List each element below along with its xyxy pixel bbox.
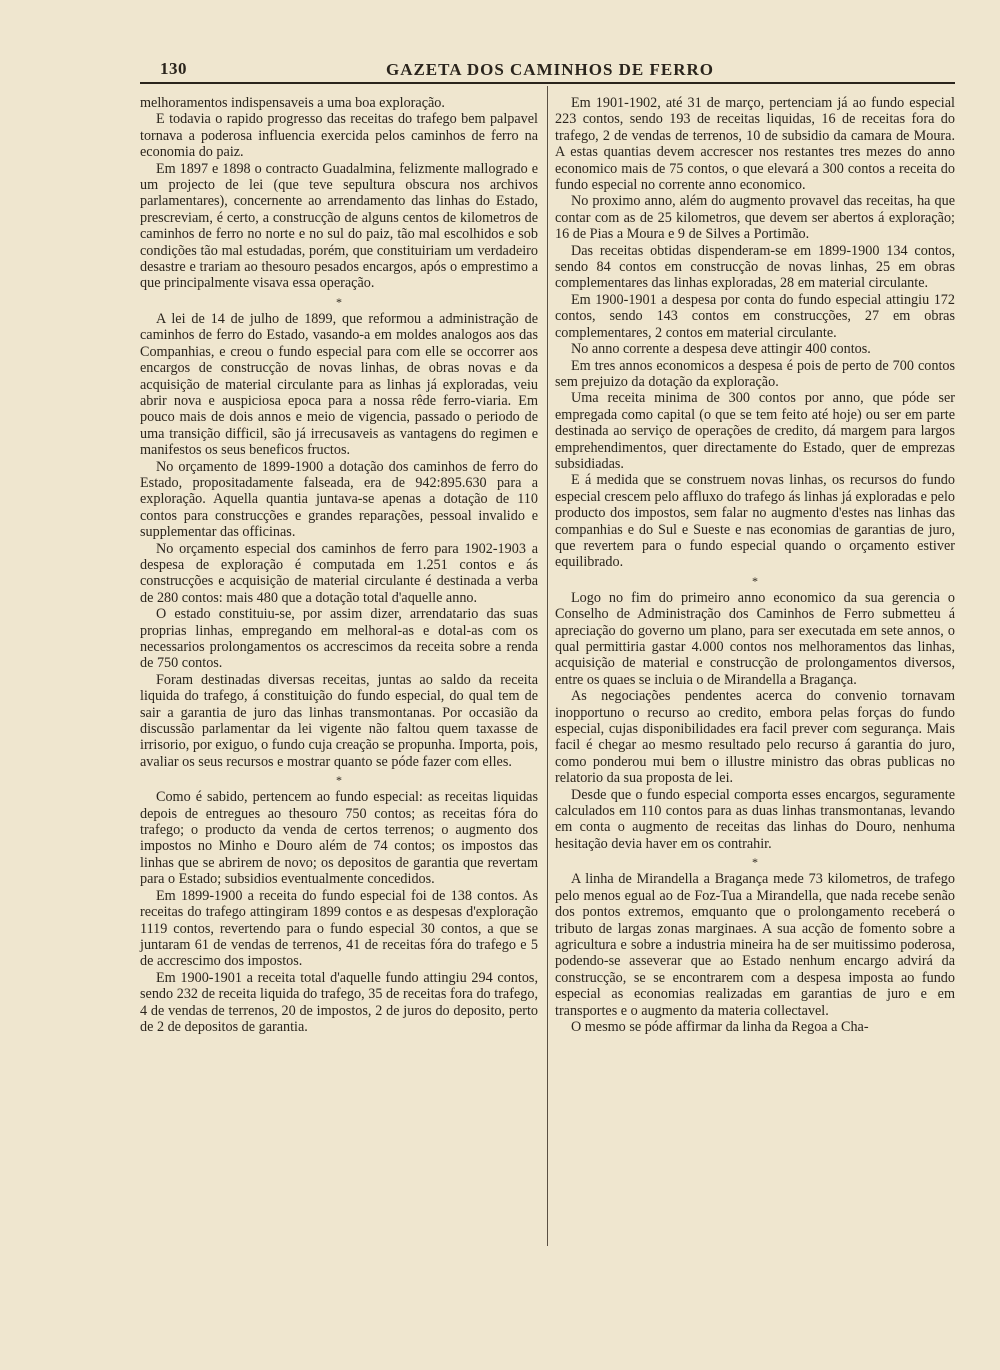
paragraph: Em tres annos economicos a despesa é pois de perto de 700 contos sem prejuizo da dotação da exploração.: [555, 357, 955, 390]
paragraph: E á medida que se construem novas linhas, os recursos do fundo especial crescem pelo affluxo do trafego ás linhas já exploradas e pelo producto dos impostos, sem falar no augmento d'estes nas linhas das companhias e do Sul e Sueste e nas economias de garantias de juro, que revertem para o fundo especial quando o orçamento estiver equilibrado.: [555, 472, 955, 571]
page-number: 130: [160, 59, 187, 78]
paragraph: No proximo anno, além do augmento provavel das receitas, ha que contar com as de 25 kilometros, que devem ser abertos á exploração; 16 de Pias a Moura e 9 de Silves a Portimão.: [555, 193, 955, 243]
paragraph: No anno corrente a despesa deve attingir 400 contos.: [571, 341, 871, 358]
paragraph: Em 1900-1901 a despesa por conta do fundo especial attingiu 172 contos, sendo 143 contos em construcções, 27 em obras complementares, 2 contos em material circulante.: [555, 291, 955, 341]
paragraph: Em 1899-1900 a receita do fundo especial foi de 138 contos. As receitas do trafego attingiram 1899 contos e as despesas d'exploração 1119 contos, revertendo para o fundo especial 30 contos, a que se juntaram 61 de vendas de terrenos, 41 de receitas fóra do trafego e 5 de accrescimo dos impostos.: [140, 887, 538, 970]
section-separator: *: [752, 855, 758, 870]
paragraph: Uma receita minima de 300 contos por anno, que póde ser empregada como capital (o que se tem feito até hoje) ou ser em parte destinada ao serviço de operações de credito, dá margem para largos emprehendimentos, quer directamente do Estado, quer de emprezas subsidiadas.: [555, 390, 955, 472]
section-separator: *: [336, 294, 342, 309]
paragraph: A linha de Mirandella a Bragança mede 73 kilometros, de trafego pelo menos egual ao de Foz-Tua a Mirandella, que nada recebe senão dos pontos extremos, emquanto que o prolongamento receberá o tributo de largas zonas marginaes. A sua acção de fomento sobre a agricultura e sobre a industria mineira ha de ser muitissimo poderosa, podendo-se asseverar que ao Estado nenhum encargo advirá da construcção, se se encontrarem com a despesa imposta ao fundo especial as economias realizadas em garantias de juro e em transportes e o augmento da materia collectavel.: [555, 871, 955, 1019]
paragraph: Foram destinadas diversas receitas, juntas ao saldo da receita liquida do trafego, á constituição do fundo especial, do qual tem de sair a garantia de juro das linhas transmontanas. Por occasião da discussão parlamentar da lei vigente não faltou quem taxasse de irrisorio, por exiguo, o fundo cuja creação se propunha. Importa, pois, avaliar os seus recursos e mostrar quanto se póde fazer com elles.: [140, 671, 538, 770]
paragraph: O mesmo se póde affirmar da linha da Regoa a Cha-: [571, 1018, 869, 1035]
paragraph: Como é sabido, pertencem ao fundo especial: as receitas liquidas depois de entregues ao thesouro 750 contos; as receitas fóra do trafego; o producto da venda de certos terrenos; o augmento dos impostos no Minho e Douro além de 74 contos; os impostos das linhas que se abrirem de novo; os depositos de garantia que revertam para o Estado; subsidios eventualmente concedidos.: [140, 789, 538, 888]
left-column: [140, 95, 538, 1035]
paragraph: Em 1897 e 1898 o contracto Guadalmina, felizmente mallogrado e um projecto de lei (que teve sepultura obscura nos archivos parlamentares), concernente ao arrendamento das linhas do Estado, prescreviam, é certo, a construcção de alguns centos de kilometros de caminhos de ferro no norte e no sul do paiz, tão mal escolhidos e sob condições tão mal estudadas, porém, que constituiriam um verdadeiro desastre e trariam ao thesouro pesados encargos, após o emprestimo a que principalmente visava essa operação.: [140, 160, 538, 292]
paragraph: O estado constituiu-se, por assim dizer, arrendatario das suas proprias linhas, empregando em melhoral-as e dotal-as com os necessarios prolongamentos os accrescimos da receita sobre a renda de 750 contos.: [140, 606, 538, 672]
paragraph: melhoramentos indispensaveis a uma boa exploração.: [140, 95, 445, 111]
column-divider: [547, 86, 548, 1246]
paragraph: No orçamento de 1899-1900 a dotação dos caminhos de ferro do Estado, propositadamente falseada, era de 942:895.630 para a exploração. Aquella quantia juntava-se apenas a dotação de 110 contos para construcções e grandes reparações, pessoal invalido e supplementar das officinas.: [140, 458, 538, 541]
paragraph: No orçamento especial dos caminhos de ferro para 1902-1903 a despesa de exploração é computada em 1.251 contos e ás construcções e acquisição de material circulante é destinada a verba de 280 contos: mais 480 que a dotação total d'aquelle anno.: [140, 540, 538, 606]
header-rule: [140, 82, 955, 84]
paragraph: Logo no fim do primeiro anno economico da sua gerencia o Conselho de Administração dos Caminhos de Ferro submetteu á apreciação do governo um plano, para ser executada em sete annos, o qual permittiria gastar 4.000 contos nos melhoramentos das linhas, acquisição de material e construcção de prolongamentos diversos, entre os quaes se incluia o de Mirandella a Bragança.: [555, 589, 955, 688]
paragraph: E todavia o rapido progresso das receitas do trafego bem palpavel tornava a poderosa influencia exercida pelos caminhos de ferro na economia do paiz.: [140, 111, 538, 161]
paragraph: Em 1901-1902, até 31 de março, pertenciam já ao fundo especial 223 contos, sendo 193 de receitas liquidas, 16 de receitas fora do trafego, 2 de vendas de terrenos, 10 de subsidio da camara de Moura. A estas quantias devem accrescer nos restantes tres mezes do anno economico mais de 75 contos, o que elevará a 300 contos a receita do fundo especial no corrente anno economico.: [555, 95, 955, 194]
paragraph: Desde que o fundo especial comporta esses encargos, seguramente calculados em 110 contos para as duas linhas transmontanas, levando em conta o augmento de receitas das linhas do Douro, nenhuma hesitação devia haver em os contrahir.: [555, 786, 955, 852]
paragraph: A lei de 14 de julho de 1899, que reformou a administração de caminhos de ferro do Estado, vasando-a em moldes analogos aos das Companhias, e creou o fundo especial para com elle se occorrer aos encargos de construcção de novas linhas, de obras novas e da acquisição de material circulante para as linhas já exploradas, veiu abrir nova e auspiciosa epoca para a nossa rêde ferro-viaria. Em pouco mais de dois annos e meio de vigencia, passado o periodo de uma transição difficil, são já irrecusaveis as vantagens do regimen e manifestos os seus beneficos fructos.: [140, 310, 538, 459]
paragraph: Em 1900-1901 a receita total d'aquelle fundo attingiu 294 contos, sendo 232 de receita liquida do trafego, 35 de receitas fora do trafego, 4 de vendas de terrenos, 20 de impostos, 2 de juros do deposito, perto de 2 de depositos de garantia.: [140, 969, 538, 1035]
paragraph: Das receitas obtidas dispenderam-se em 1899-1900 134 contos, sendo 84 contos em construcção de novas linhas, 25 em obras complementares das linhas exploradas, 28 em material circulante.: [555, 242, 955, 292]
right-column: [555, 95, 955, 1035]
running-title: GAZETA DOS CAMINHOS DE FERRO: [385, 60, 715, 79]
section-separator: *: [752, 573, 758, 588]
paragraph: As negociações pendentes acerca do convenio tornavam inopportuno o recurso ao credito, embora pelas forças do fundo especial, cujas disponibilidades era facil prever com segurança. Mais facil é chegar ao mesmo resultado pelo recurso á garantia do juro, como ponderou mui bem o illustre ministro das obras publicas no relatorio da sua proposta de lei.: [555, 688, 955, 787]
section-separator: *: [336, 773, 342, 788]
